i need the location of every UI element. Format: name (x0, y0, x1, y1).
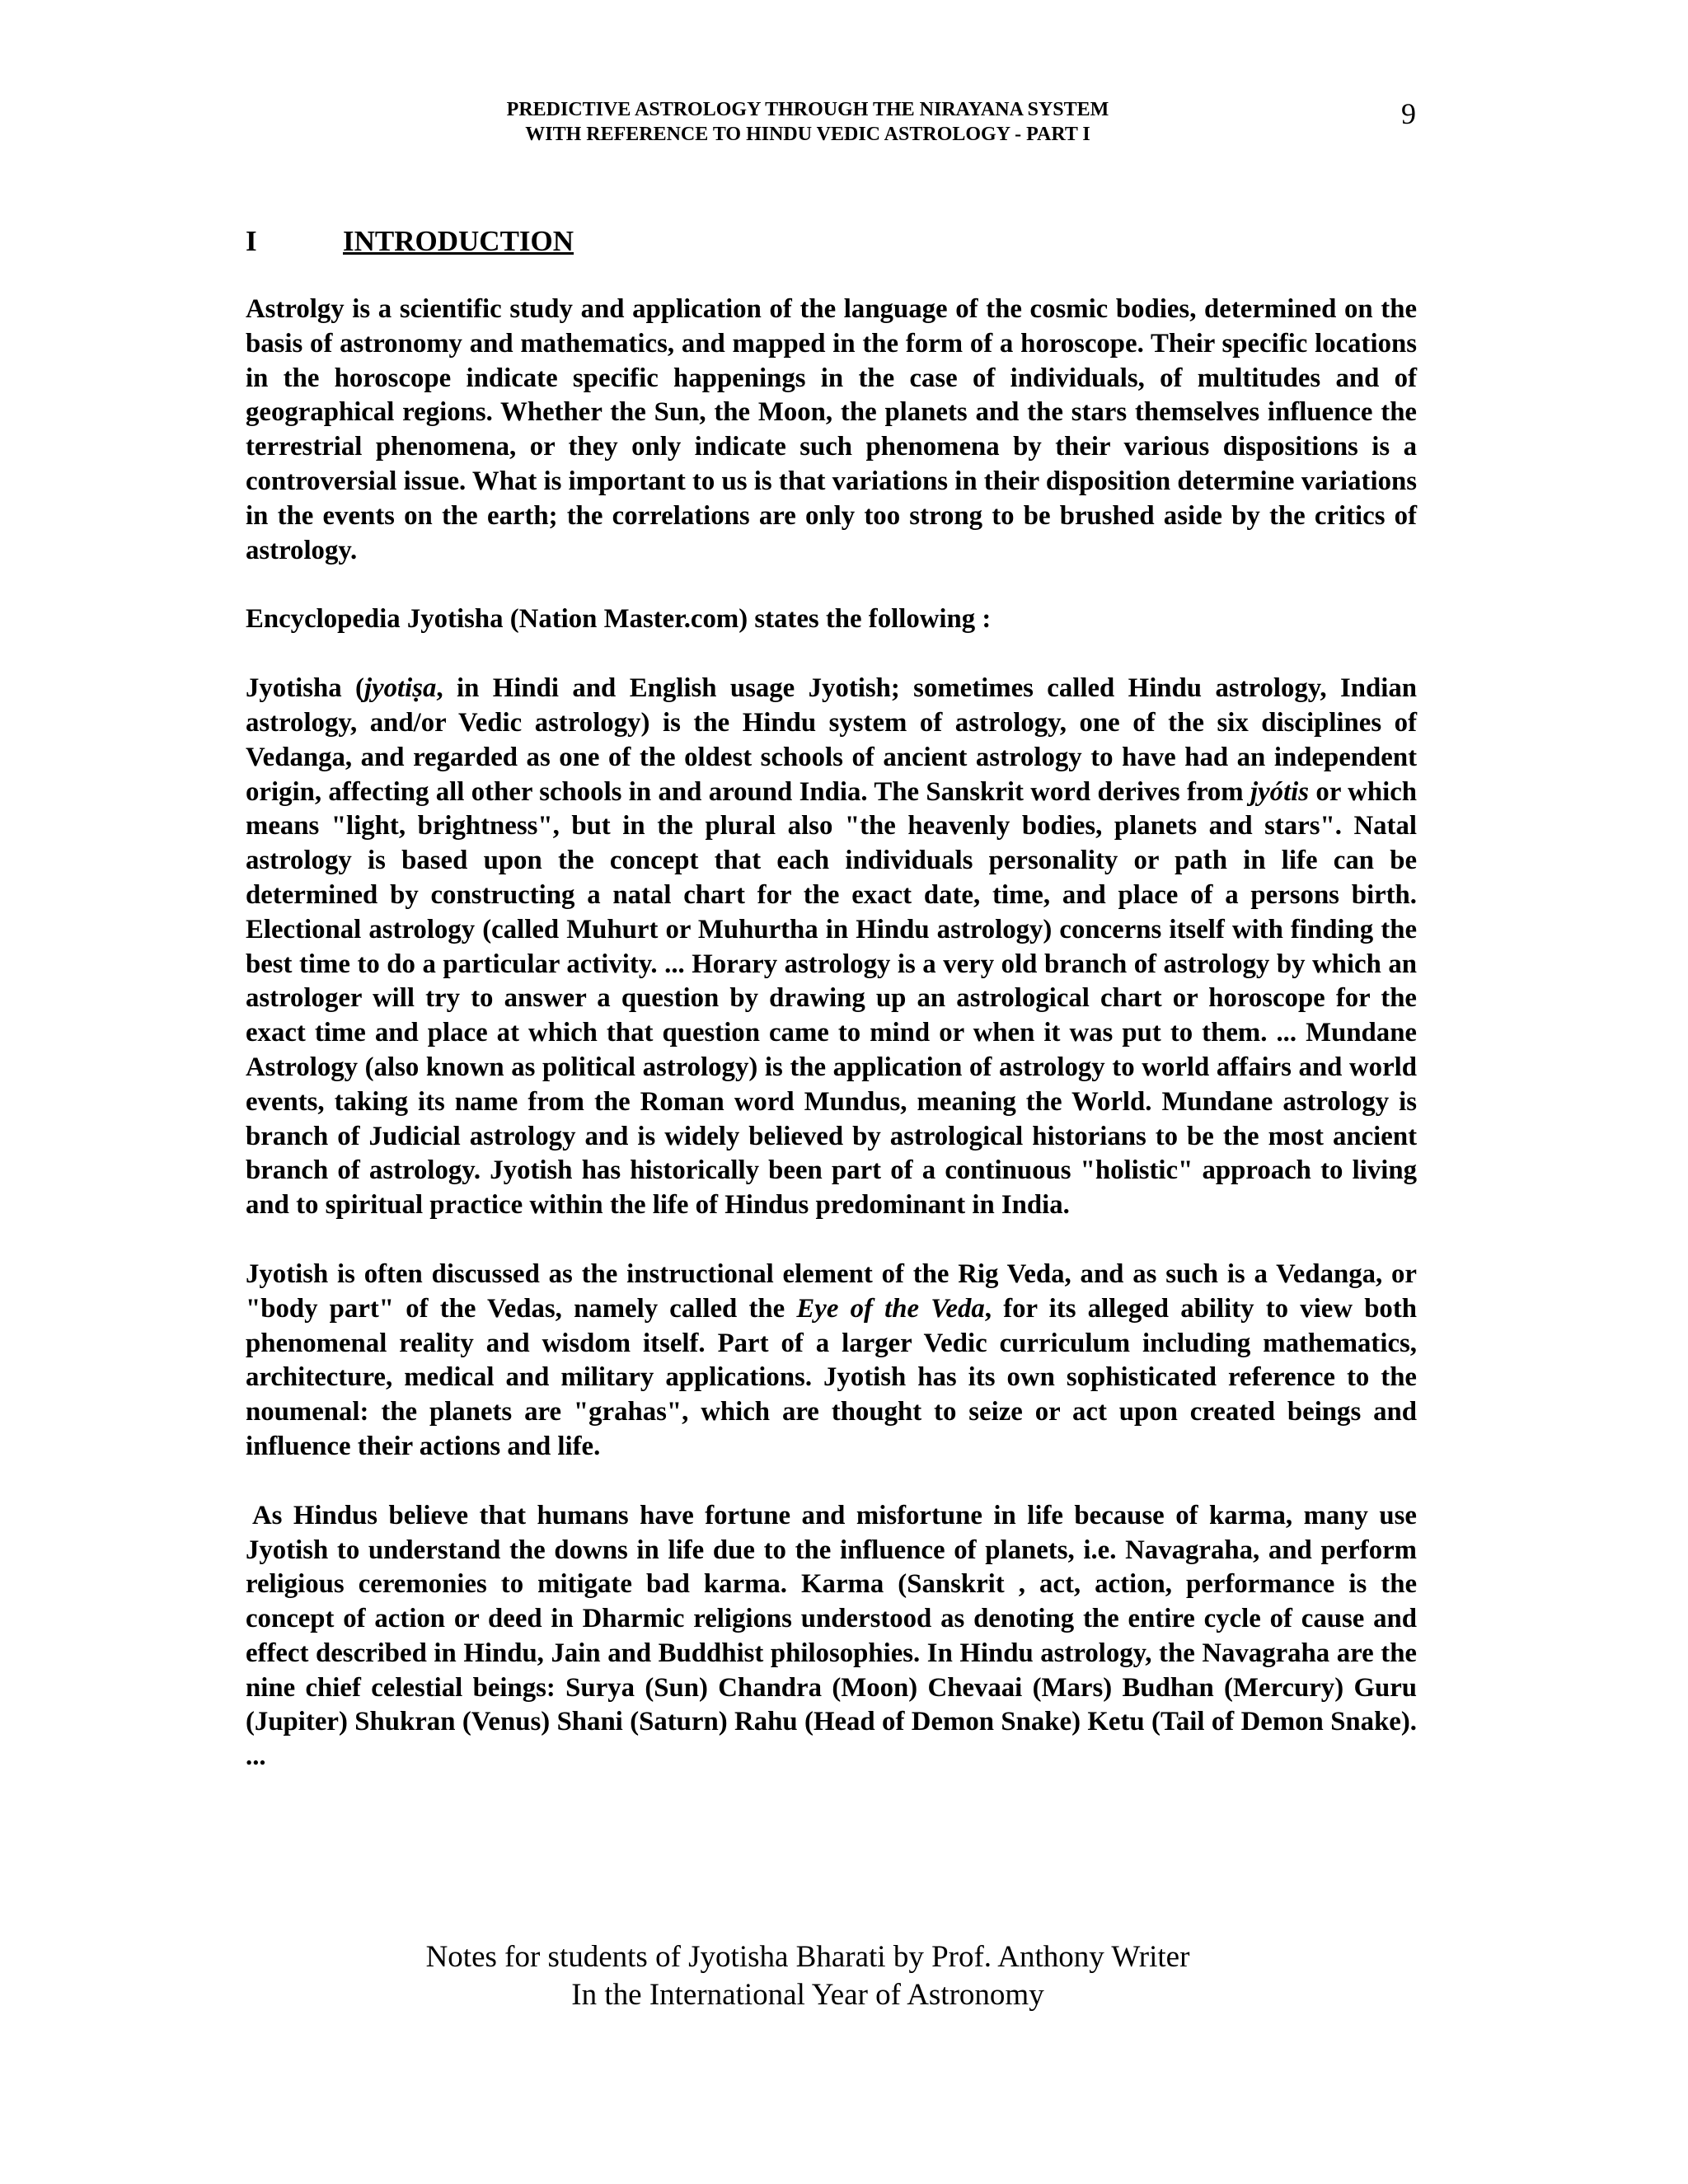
running-header (247, 97, 1368, 147)
footer-line-1: Notes for students of Jyotisha Bharati by Prof. Anthony Writer (425, 1940, 1190, 1974)
term-eye-of-the-veda: Eye of the Veda (796, 1293, 985, 1324)
paragraph-astrology-definition: Astrolgy is a scientific study and application of the language of the cosmic bodies, determined on the basis of astronomy and mathematics, and mapped in the form of a horoscope. Their specific locations in the horoscope indicate specific happenings in the case of individuals, of multitudes and of geographical regions. Whether the Sun, the Moon, the planets and the stars themselves influence the terrestrial phenomena, or they only indicate such phenomena by their various dispositions is a controversial issue. What is important to us is that variations in their disposition determine variations in the events on the earth; the correlations are only too strong to be brushed aside by the critics of astrology. (246, 294, 1417, 565)
header-line-2: WITH REFERENCE TO HINDU VEDIC ASTROLOGY - PART I (525, 124, 1090, 145)
body-text (246, 293, 1417, 1809)
rig-veda-text-part-1: Jyotish is often discussed as the instructional element of the Rig Veda, and as such is a Vedanga, or "body part" of the Vedas, namely called the (246, 1258, 1417, 1324)
term-jyotis: jyótis (1250, 776, 1310, 807)
rig-veda-text-part-2: , for its alleged ability to view both phenomenal reality and wisdom itself. Part of a larger Vedic curriculum including mathematics, architecture, medical and military applications. Jyotish has its own sophisticated reference to the noumenal: the planets are "grahas", which are thought to seize or act upon created beings and influence their actions and life. (246, 1293, 1417, 1461)
paragraph-jyotisha-quote (246, 672, 1417, 1223)
term-jyotisa: jyotiṣa (363, 673, 437, 704)
quote-text-part-2: , in Hindi and English usage Jyotish; sometimes called Hindu astrology, Indian astrology, and/or Vedic astrology) is the Hindu system of astrology, one of the six disciplines of Vedanga, and regarded as one of the oldest schools of ancient astrology to have had an independent origin, affecting all other schools in and around India. The Sanskrit word derives from (246, 673, 1417, 807)
section-title: INTRODUCTION (343, 225, 574, 257)
quote-text-part-1: Jyotisha ( (246, 673, 364, 704)
page-number: 9 (1401, 97, 1416, 130)
paragraph-karma-navagraha: As Hindus believe that humans have fortune and misfortune in life because of karma, many use Jyotish to understand the downs in life due to the influence of planets, i.e. Navagraha, and perform religious ceremonies to mitigate bad karma. Karma (Sanskrit , act, action, performance is the concept of action or deed in Dharmic religions understood as denoting the entire cycle of cause and effect described in Hindu, Jain and Buddhist philosophies. In Hindu astrology, the Navagraha are the nine chief celestial beings: Surya (Sun) Chandra (Moon) Chevaai (Mars) Budhan (Mercury) Guru (Jupiter) Shukran (Venus) Shani (Saturn) Rahu (Head of Demon Snake) Ketu (Tail of Demon Snake). ... (246, 1500, 1417, 1772)
paragraph-encyclopedia-intro: Encyclopedia Jyotisha (Nation Master.com) states the following : (246, 604, 992, 635)
section-heading (246, 224, 574, 259)
footer-line-2: In the International Year of Astronomy (571, 1978, 1044, 2012)
page-footer (247, 1938, 1368, 2014)
header-line-1: PREDICTIVE ASTROLOGY THROUGH THE NIRAYANA SYSTEM (506, 99, 1109, 120)
quote-text-part-3: or which means "light, brightness", but in the plural also "the heavenly bodies, planets and stars". Natal astrology is based upon the concept that each individuals personality or path in life can be determined by constructing a natal chart for the exact date, time, and place of a persons birth. Electional astrology (called Muhurt or Muhurtha in Hindu astrology) concerns itself with finding the best time to do a particular activity. ... Horary astrology is a very old branch of astrology by which an astrologer will try to answer a question by drawing up an astrological chart or horoscope for the exact time and place at which that question came to mind or when it was put to them. ... Mundane Astrology (also known as political astrology) is the application of astrology to world affairs and world events, taking its name from the Roman word Mundus, meaning the World. Mundane astrology is branch of Judicial astrology and is widely believed by astrological historians to be the most ancient branch of astrology. Jyotish has historically been part of a continuous "holistic" approach to living and to spiritual practice within the life of Hindus predominant in India. (246, 776, 1417, 1221)
section-numeral: I (246, 225, 257, 257)
paragraph-rig-veda (246, 1258, 1417, 1465)
